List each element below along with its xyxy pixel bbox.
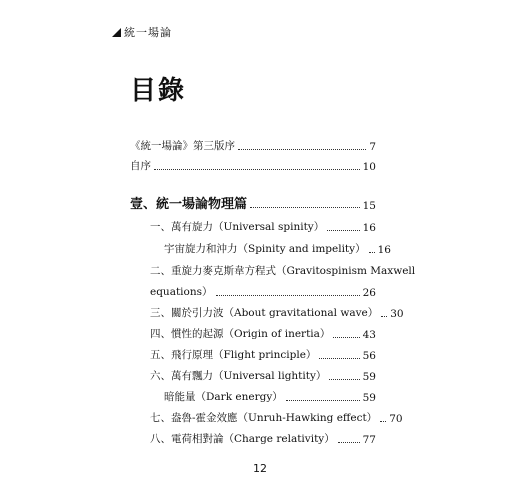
dot-leader [327, 230, 359, 231]
toc-part-heading [130, 193, 376, 212]
running-head [112, 24, 172, 40]
toc-entry-label: 六、萬有飄力（Universal lightity） [150, 370, 327, 382]
running-head-text: 統一場論 [124, 26, 172, 39]
toc-entry [150, 431, 376, 446]
toc-entry [150, 305, 404, 320]
toc-entry [150, 410, 403, 425]
toc-entry-page: 59 [362, 371, 376, 383]
dot-leader [319, 358, 359, 359]
toc-entry-page: 70 [389, 413, 403, 425]
toc-entry-label: 暗能量（Dark energy） [164, 391, 283, 403]
toc-entry [150, 347, 376, 362]
toc-entry-label: 自序 [130, 160, 151, 172]
toc-entry [150, 219, 376, 234]
toc-entry-label: 八、電荷相對論（Charge relativity） [150, 433, 335, 445]
toc-entry-page: 10 [362, 161, 376, 173]
dot-leader [154, 169, 360, 170]
toc-entry [150, 368, 376, 383]
toc-entry [150, 263, 416, 278]
dot-leader [329, 379, 359, 380]
page-number: 12 [253, 462, 267, 475]
dot-leader [338, 442, 360, 443]
toc-entry-page: 56 [362, 350, 376, 362]
page-title: 目錄 [130, 76, 187, 106]
dot-leader [380, 421, 386, 422]
toc-entry-label: 七、盎魯-霍金效應（Unruh-Hawking effect） [150, 412, 378, 424]
toc-entry [130, 138, 376, 153]
dot-leader [250, 207, 360, 208]
dot-leader [238, 149, 366, 150]
toc-entry-page: 59 [362, 392, 376, 404]
toc-entry-label: 三、關於引力波（About gravitational wave） [150, 307, 379, 319]
toc-subentry [164, 389, 376, 404]
toc-entry-label: 《統一場論》第三版序 [130, 140, 235, 152]
dot-leader [333, 337, 359, 338]
toc-subentry [164, 241, 391, 256]
toc-entry-label: 壹、統一場論物理篇 [130, 197, 248, 212]
toc-entry-page: 43 [362, 329, 376, 341]
toc-entry-continuation [150, 284, 376, 299]
triangle-marker-icon [112, 28, 121, 37]
toc-entry-label: 二、重旋力麥克斯韋方程式（Gravitospinism Maxwell [150, 265, 416, 277]
toc-entry-label: equations） [150, 286, 213, 298]
toc-entry [130, 158, 376, 173]
toc-entry-page: 30 [390, 308, 404, 320]
dot-leader [286, 400, 360, 401]
toc-entry-page: 15 [362, 200, 376, 212]
toc-entry-label: 五、飛行原理（Flight principle） [150, 349, 317, 361]
dot-leader [381, 316, 387, 317]
toc-entry-page: 7 [369, 141, 376, 153]
toc-entry-label: 宇宙旋力和沖力（Spinity and impelity） [164, 243, 366, 255]
toc-entry-label: 一、萬有旋力（Universal spinity） [150, 221, 325, 233]
toc-entry-label: 四、慣性的起源（Origin of inertia） [150, 328, 331, 340]
dot-leader [369, 252, 375, 253]
toc-entry-page: 26 [362, 287, 376, 299]
toc-entry-page: 16 [362, 222, 376, 234]
toc-entry-page: 77 [362, 434, 376, 446]
toc-entry-page: 16 [377, 244, 391, 256]
toc-entry [150, 326, 376, 341]
dot-leader [216, 295, 360, 296]
